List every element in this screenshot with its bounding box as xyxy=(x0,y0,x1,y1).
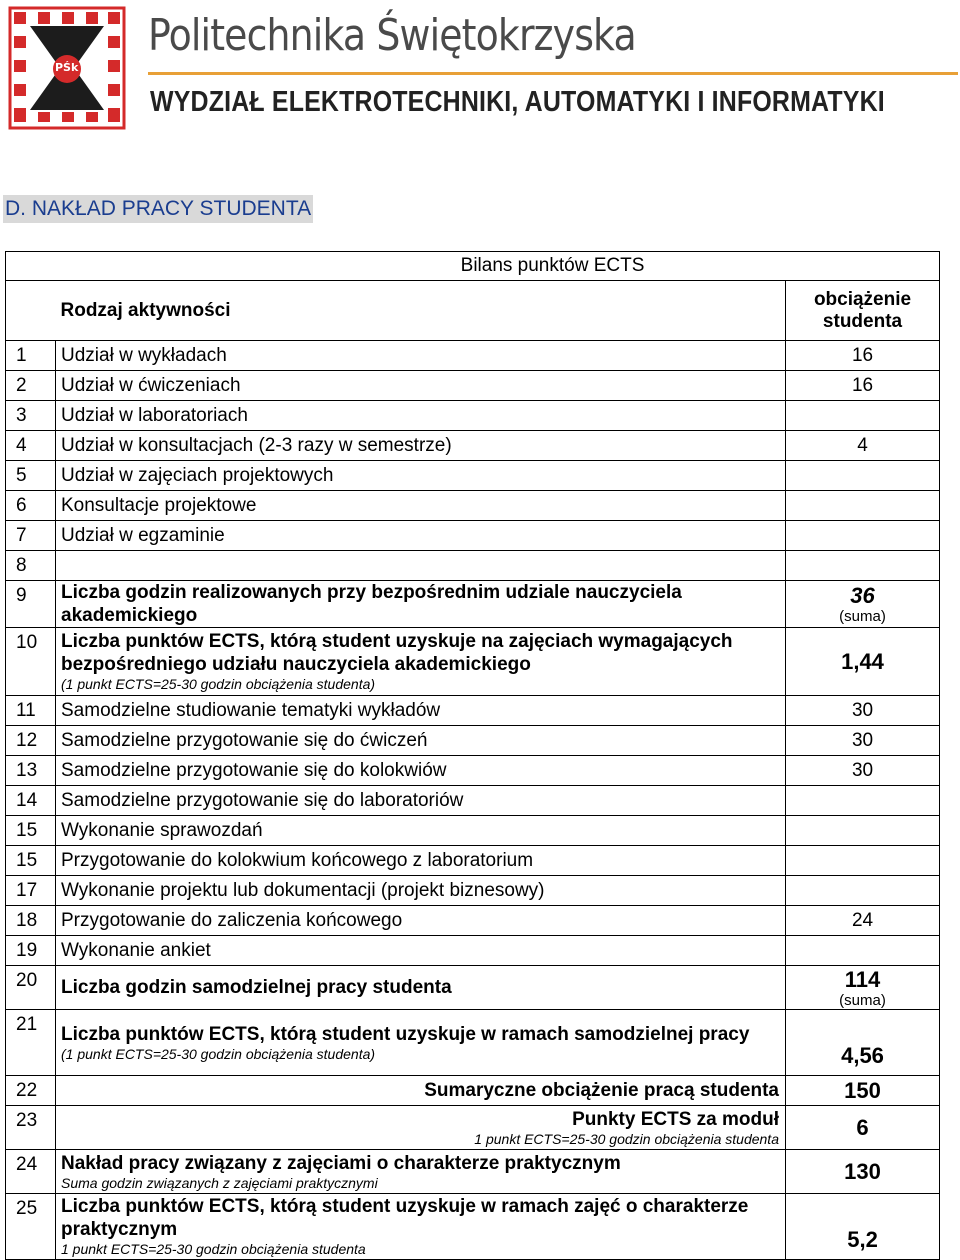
row-value xyxy=(786,1106,940,1150)
table-row xyxy=(6,341,940,371)
table-row xyxy=(6,876,940,906)
row-label xyxy=(56,1106,786,1150)
table-row xyxy=(6,786,940,816)
row-value xyxy=(786,491,940,521)
row-number: 3 xyxy=(6,401,56,431)
row-label: Udział w laboratoriach xyxy=(56,401,786,431)
row-label: Konsultacje projektowe xyxy=(56,491,786,521)
row-sum-label: (suma) xyxy=(839,991,886,1009)
row-number: 24 xyxy=(6,1150,56,1194)
row-label: Udział w zajęciach projektowych xyxy=(56,461,786,491)
row-label: Wykonanie projektu lub dokumentacji (projekt biznesowy) xyxy=(56,876,786,906)
row-value xyxy=(786,581,940,628)
row-label xyxy=(56,1010,786,1076)
row-number: 15 xyxy=(6,846,56,876)
row-number: 14 xyxy=(6,786,56,816)
row-label: Samodzielne przygotowanie się do ćwiczeń xyxy=(56,726,786,756)
ects-table xyxy=(5,251,940,1260)
row-number: 5 xyxy=(6,461,56,491)
table-title: Bilans punktów ECTS xyxy=(6,252,940,281)
row-note: (1 punkt ECTS=25-30 godzin obciążenia studenta) xyxy=(61,676,376,692)
row-label xyxy=(56,966,786,1010)
table-row xyxy=(6,936,940,966)
row-value xyxy=(786,966,940,1010)
row-value xyxy=(786,1076,940,1106)
row-number: 11 xyxy=(6,696,56,726)
row-value: 24 xyxy=(786,906,940,936)
row-value-text: 130 xyxy=(844,1158,881,1184)
table-row xyxy=(6,1194,940,1260)
faculty-name: WYDZIAŁ ELEKTROTECHNIKI, AUTOMATYKI I INFORMATYKI xyxy=(150,86,885,118)
row-number: 18 xyxy=(6,906,56,936)
row-value: 30 xyxy=(786,756,940,786)
row-number: 9 xyxy=(6,581,56,628)
row-number: 2 xyxy=(6,371,56,401)
row-number: 23 xyxy=(6,1106,56,1150)
table-row xyxy=(6,1076,940,1106)
row-number: 10 xyxy=(6,628,56,696)
row-value xyxy=(786,521,940,551)
row-note: (1 punkt ECTS=25-30 godzin obciążenia studenta) xyxy=(61,1045,376,1062)
row-label: Udział w konsultacjach (2-3 razy w semestrze) xyxy=(56,431,786,461)
row-number: 15 xyxy=(6,816,56,846)
table-row xyxy=(6,431,940,461)
row-label: Przygotowanie do kolokwium końcowego z laboratorium xyxy=(56,846,786,876)
row-number: 17 xyxy=(6,876,56,906)
col-activity-header: Rodzaj aktywności xyxy=(56,281,786,341)
row-value xyxy=(786,786,940,816)
row-number: 22 xyxy=(6,1076,56,1106)
row-value-text: 1,44 xyxy=(841,648,884,674)
row-value-text: 36 xyxy=(850,583,875,608)
row-value xyxy=(786,1010,940,1076)
row-label xyxy=(56,551,786,581)
row-value xyxy=(786,936,940,966)
row-value-text: 4,56 xyxy=(841,1043,884,1068)
table-row xyxy=(6,726,940,756)
row-note: Suma godzin związanych z zajęciami praktycznymi xyxy=(61,1174,378,1191)
table-row xyxy=(6,401,940,431)
table-header-row xyxy=(6,281,940,341)
table-row xyxy=(6,371,940,401)
table-row xyxy=(6,491,940,521)
row-note: 1 punkt ECTS=25-30 godzin obciążenia studenta xyxy=(474,1130,779,1147)
row-label xyxy=(56,1194,786,1260)
row-label: Udział w ćwiczeniach xyxy=(56,371,786,401)
table-row xyxy=(6,1150,940,1194)
row-label xyxy=(56,1150,786,1194)
table-row xyxy=(6,756,940,786)
row-label-text: Liczba punktów ECTS, którą student uzyskuje na zajęciach wymagających bezpośredniego udziału nauczyciela akademickiego xyxy=(61,631,733,675)
row-value: 16 xyxy=(786,341,940,371)
row-label-text: Sumaryczne obciążenie pracą studenta xyxy=(424,1080,779,1101)
row-label: Przygotowanie do zaliczenia końcowego xyxy=(56,906,786,936)
row-number: 25 xyxy=(6,1194,56,1260)
table-row xyxy=(6,816,940,846)
row-value xyxy=(786,816,940,846)
section-title: D. NAKŁAD PRACY STUDENTA xyxy=(3,195,313,223)
row-label: Wykonanie sprawozdań xyxy=(56,816,786,846)
row-value xyxy=(786,1194,940,1260)
row-number: 12 xyxy=(6,726,56,756)
row-number: 13 xyxy=(6,756,56,786)
row-label-text: Liczba punktów ECTS, którą student uzyskuje w ramach zajęć o charakterze praktycznym xyxy=(61,1196,749,1240)
table-row xyxy=(6,696,940,726)
row-label-text: Nakład pracy związany z zajęciami o charakterze praktycznym xyxy=(61,1152,621,1174)
row-value: 4 xyxy=(786,431,940,461)
table-title-row xyxy=(6,252,940,281)
row-label: Udział w wykładach xyxy=(56,341,786,371)
row-value xyxy=(786,846,940,876)
row-label: Samodzielne przygotowanie się do laboratoriów xyxy=(56,786,786,816)
table-row xyxy=(6,461,940,491)
row-value xyxy=(786,551,940,581)
row-value: 30 xyxy=(786,726,940,756)
row-value xyxy=(786,628,940,696)
table-row xyxy=(6,966,940,1010)
row-label: Samodzielne studiowanie tematyki wykładów xyxy=(56,696,786,726)
row-number: 6 xyxy=(6,491,56,521)
col-load-header: obciążenie studenta xyxy=(786,281,940,341)
table-row xyxy=(6,628,940,696)
row-number: 20 xyxy=(6,966,56,1010)
row-label-text: Liczba punktów ECTS, którą student uzyskuje w ramach samodzielnej pracy xyxy=(61,1023,750,1045)
row-number: 1 xyxy=(6,341,56,371)
row-label: Udział w egzaminie xyxy=(56,521,786,551)
university-logo xyxy=(8,6,126,130)
header-divider xyxy=(148,72,958,75)
row-number: 4 xyxy=(6,431,56,461)
row-sum-label: (suma) xyxy=(839,608,886,625)
row-value-text: 6 xyxy=(856,1114,869,1140)
row-number: 7 xyxy=(6,521,56,551)
row-value xyxy=(786,876,940,906)
table-row xyxy=(6,846,940,876)
row-label: Samodzielne przygotowanie się do kolokwiów xyxy=(56,756,786,786)
university-name: Politechnika Świętokrzyska xyxy=(148,10,636,61)
row-label-text: Liczba godzin realizowanych przy bezpośrednim udziale nauczyciela akademickiego xyxy=(61,582,682,626)
row-number: 19 xyxy=(6,936,56,966)
row-value-text: 150 xyxy=(844,1077,881,1103)
table-row xyxy=(6,1010,940,1076)
row-label: Wykonanie ankiet xyxy=(56,936,786,966)
table-row xyxy=(6,581,940,628)
row-value xyxy=(786,1150,940,1194)
table-row xyxy=(6,1106,940,1150)
row-label xyxy=(56,628,786,696)
row-note: 1 punkt ECTS=25-30 godzin obciążenia studenta xyxy=(61,1241,366,1257)
table-row xyxy=(6,521,940,551)
row-value xyxy=(786,461,940,491)
table-row xyxy=(6,551,940,581)
row-label-text: Liczba godzin samodzielnej pracy studenta xyxy=(61,977,452,998)
row-number: 8 xyxy=(6,551,56,581)
row-value: 16 xyxy=(786,371,940,401)
row-value-text: 114 xyxy=(844,966,881,992)
row-number: 21 xyxy=(6,1010,56,1076)
row-value xyxy=(786,401,940,431)
table-row xyxy=(6,906,940,936)
row-label-text: Punkty ECTS za moduł xyxy=(572,1108,779,1130)
row-value: 30 xyxy=(786,696,940,726)
row-value-text: 5,2 xyxy=(847,1227,878,1252)
row-label xyxy=(56,1076,786,1106)
logo-text: PŚk xyxy=(55,61,79,74)
row-label xyxy=(56,581,786,628)
